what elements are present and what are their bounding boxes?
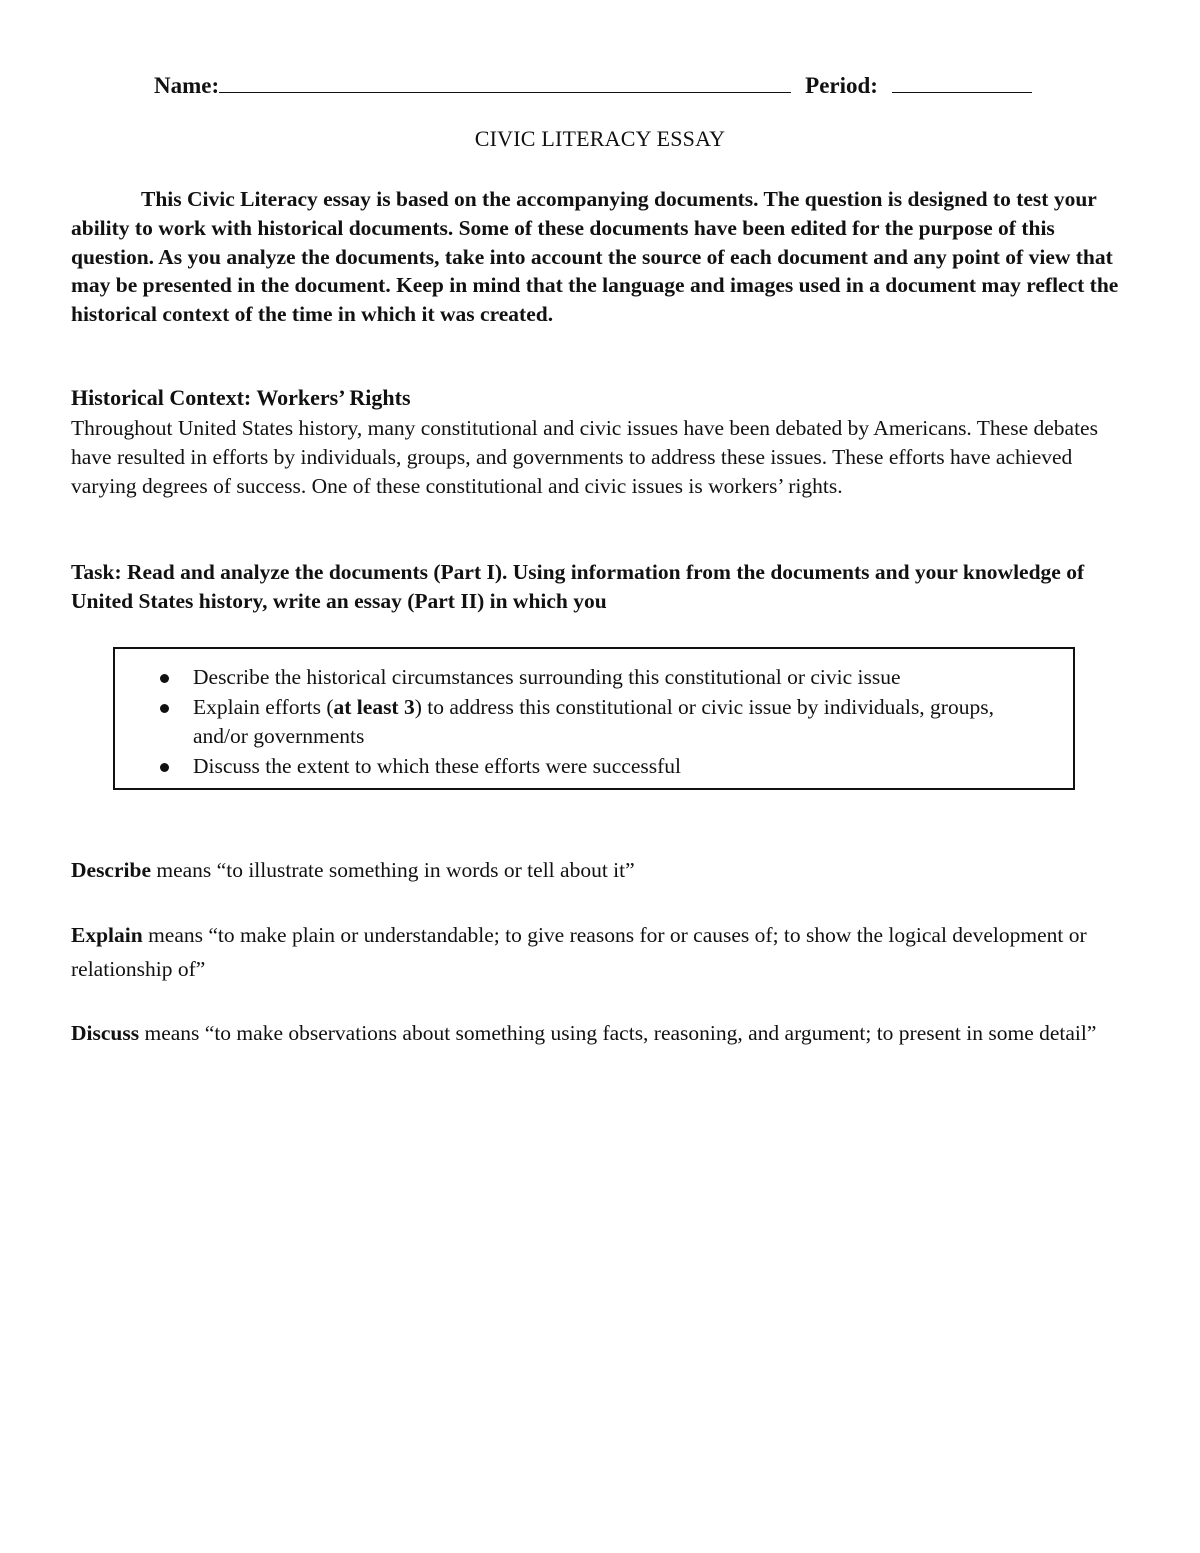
historical-context-body: Throughout United States history, many constitutional and civic issues have been debated by Americans. These debates have resulted in efforts by individuals, groups, and governments to address these issues. These efforts have achieved varying degrees of success. One of these constitutional and civic issues is workers’ rights. — [71, 416, 1098, 498]
task-item-text: Describe the historical circumstances surrounding this constitutional or civic issue — [193, 665, 901, 689]
task-list-item — [160, 663, 1040, 693]
definition-describe — [71, 853, 1141, 887]
task-item-text: Discuss the extent to which these efforts were successful — [193, 753, 681, 778]
task-item-text-before: Explain efforts ( — [193, 694, 334, 719]
period-blank-line[interactable] — [892, 70, 1032, 93]
definition-discuss — [71, 1016, 1141, 1050]
task-item-emphasis: at least 3 — [333, 694, 415, 719]
definition-explain — [71, 918, 1141, 986]
definition-term: Explain — [71, 923, 143, 947]
task-item-text-after: ) to address this constitutional or civic issue by individuals, groups, and/or governments — [193, 694, 994, 748]
task-list-item — [160, 693, 1040, 752]
intro-paragraph: This Civic Literacy essay is based on the accompanying documents. The question is designed to test your ability to work with historical documents. Some of these documents have been edited for the purpose of this question. As you analyze the documents, take into account the source of each document and any point of view that may be presented in the document. Keep in mind that the language and images used in a document may reflect the historical context of the time in which it was created. — [71, 187, 1119, 327]
definition-term: Describe — [71, 858, 151, 882]
page-title: CIVIC LITERACY ESSAY — [474, 126, 726, 151]
bullet-icon — [160, 674, 169, 683]
historical-context-heading: Historical Context: Workers’ Rights — [71, 385, 411, 410]
name-label: Name: — [154, 73, 220, 98]
task-paragraph: Task: Read and analyze the documents (Part I). Using information from the documents and your knowledge of United States history, write an essay (Part II) in which you — [71, 560, 1085, 613]
student-header — [154, 70, 1054, 99]
task-list-item — [160, 752, 1040, 782]
task-list — [160, 663, 1040, 781]
bullet-icon — [160, 704, 169, 713]
definition-text: means “to make plain or understandable; to give reasons for or causes of; to show the logical development or relationship of” — [71, 923, 1087, 981]
bullet-icon — [160, 763, 169, 772]
task-box — [113, 647, 1075, 790]
name-blank-line[interactable] — [219, 70, 791, 93]
period-label: Period: — [805, 73, 878, 98]
definition-text: means “to make observations about something using facts, reasoning, and argument; to present in some detail” — [139, 1021, 1097, 1045]
definition-text: means “to illustrate something in words or tell about it” — [151, 858, 635, 882]
definition-term: Discuss — [71, 1021, 140, 1045]
